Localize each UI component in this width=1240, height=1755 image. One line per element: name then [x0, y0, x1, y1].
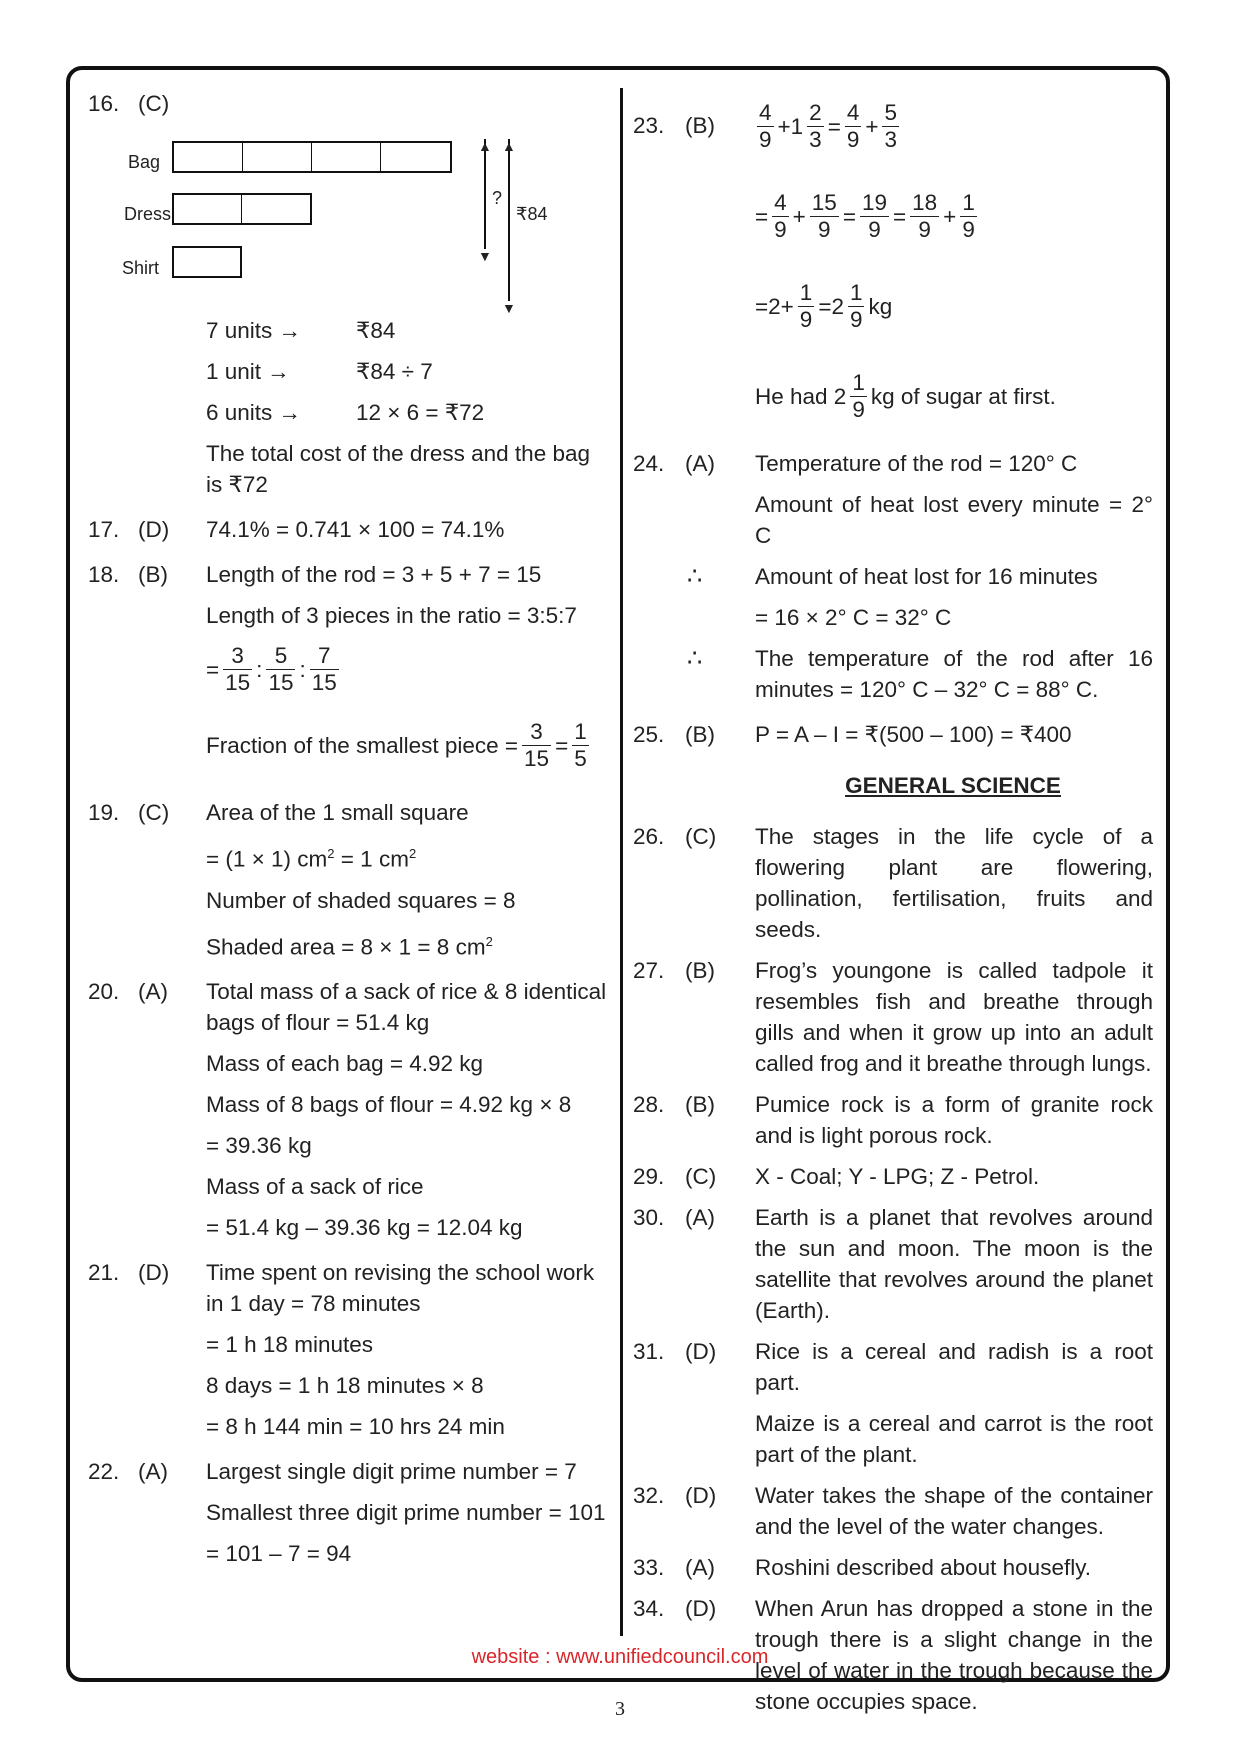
arrow-down-icon: ▼	[478, 248, 492, 264]
answer-17: 17. (D) 74.1% = 0.741 × 100 = 74.1%	[88, 514, 608, 545]
dress-label: Dress	[124, 204, 172, 224]
answer-32: 32. (D) Water takes the shape of the container and the level of the water changes.	[633, 1483, 1153, 1539]
total-label: ₹84	[516, 204, 548, 224]
bag-bar	[172, 141, 452, 173]
answer-text: The total cost of the dress and the bag is ₹72	[206, 441, 590, 497]
column-divider	[620, 88, 623, 1636]
answer-18: 18. (B) Length of the rod = 3 + 5 + 7 = 15 Length of 3 pieces in the ratio = 3:5:7 = $\frac{3}{15}$ : $\frac{5}{15}$ : $\frac{7}{15}$ Fraction of the smallest piece = $\frac{3}{15}$ = $\frac{1}{5}$	[88, 559, 608, 783]
shirt-bar	[172, 246, 242, 278]
answer-27: 27. (B) Frog’s youngone is called tadpole it resembles fish and breathe through gills and when it grow up into an adult called frog and it breathe through lungs.	[633, 958, 1153, 1076]
answer-24: 24. (A) Temperature of the rod = 120° C Amount of heat lost every minute = 2° C ∴ Amount of heat lost for 16 minutes = 16 × 2° C = 32° C ∴ The temperature of the rod after 16 minutes = 120° C – 32° C = 88° C.	[633, 451, 1153, 702]
answer-28: 28. (B) Pumice rock is a form of granite rock and is light porous rock.	[633, 1092, 1153, 1148]
unit-row: 1 unit → ₹84 ÷ 7	[206, 359, 433, 384]
question-number: 16.	[88, 91, 120, 116]
right-column	[633, 88, 1153, 1717]
arrow-down-icon: ▼	[502, 300, 516, 316]
ratio-fraction: = $\frac{3}{15}$ : $\frac{5}{15}$ : $\frac{7}{15}$	[206, 642, 337, 695]
total-arrow	[508, 139, 510, 301]
equation-line: $\frac{4}{9}$ +1 $\frac{2}{3}$ = $\frac{4}{9}$ + $\frac{5}{3}$	[759, 99, 897, 152]
answer-option: (C)	[138, 91, 170, 116]
unit-row: 7 units → ₹84	[206, 318, 396, 343]
unknown-label: ?	[492, 188, 503, 208]
bag-label: Bag	[128, 152, 161, 172]
answer-26: 26. (C) The stages in the life cycle of a flowering plant are flowering, pollination, fertilisation, fruits and seeds.	[633, 824, 1153, 942]
arrow-up-icon: ▲	[502, 138, 516, 154]
unit-row: 6 units → 12 × 6 = ₹72	[206, 400, 485, 425]
answer-16	[88, 88, 608, 500]
equation-line: = $\frac{4}{9}$ + $\frac{15}{9}$ = $\frac{19}{9}$ = $\frac{18}{9}$ + $\frac{1}{9}$	[755, 189, 975, 242]
arrow-up-icon: ▲	[478, 138, 492, 154]
answer-19: 19. (C) Area of the 1 small square = (1 × 1) $cm^2 = 1$ $cm^2$ Number of shaded squares = 8 Shaded area = 8 × 1 = 8 $cm^2$	[88, 800, 516, 959]
bar-model-diagram	[108, 119, 608, 315]
therefore-icon: ∴	[687, 563, 703, 590]
answer-21: 21. (D) Time spent on revising the school work in 1 day = 78 minutes = 1 h 18 minutes 8 days = 1 h 18 minutes × 8 = 8 h 144 min = 10 hrs 24 min	[88, 1260, 595, 1439]
conclusion-line: He had 2 $\frac{1}{9}$ kg of sugar at first.	[755, 369, 1056, 422]
answer-22: 22. (A) Largest single digit prime number = 7 Smallest three digit prime number = 101 = 101 – 7 = 94	[88, 1459, 606, 1566]
shirt-label: Shirt	[122, 258, 160, 278]
dress-bar	[172, 193, 312, 225]
answer-29: 29. (C) X - Coal; Y - LPG; Z - Petrol.	[633, 1164, 1040, 1189]
equation-line: =2+ $\frac{1}{9}$ =2 $\frac{1}{9}$ kg	[755, 279, 893, 332]
page-number: 3	[615, 1698, 625, 1720]
answer-body	[206, 315, 608, 500]
answer-30: 30. (A) Earth is a planet that revolves around the sun and moon. The moon is the satellite that revolves around the planet (Earth).	[633, 1205, 1153, 1323]
answer-text: 74.1% = 0.741 × 100 = 74.1%	[206, 517, 505, 542]
answer-31: 31. (D) Rice is a cereal and radish is a root part. Maize is a cereal and carrot is the root part of the plant.	[633, 1339, 1153, 1467]
smallest-fraction: Fraction of the smallest piece = $\frac{3}{15}$ = $\frac{1}{5}$	[206, 718, 587, 771]
therefore-icon: ∴	[687, 645, 703, 672]
answer-23: 23. (B) $\frac{4}{9}$ +1 $\frac{2}{3}$ = $\frac{4}{9}$ + $\frac{5}{3}$ = $\frac{4}{9}$ + $\frac{15}{9}$ = $\frac{19}{9}$ = $\frac{18}{9}$ + $\frac{1}{9}$ =2+ $\frac{1}{9}$ =2 $\frac{1}{9}$ kg He had 2 $\frac{1}{9}$ kg of sugar at first.	[633, 88, 1153, 434]
answer-33: 33. (A) Roshini described about housefly.	[633, 1555, 1092, 1580]
left-column	[88, 88, 608, 1569]
answer-25: 25. (B) P = A – I = ₹(500 – 100) = ₹400	[633, 722, 1072, 747]
answer-34: 34. (D) When Arun has dropped a stone in the trough there is a slight change in the level of water in the trough because the stone occupies space.	[633, 1596, 1153, 1714]
website-footer[interactable]: website : www.unifiedcouncil.com	[471, 1646, 769, 1668]
answer-20: 20. (A) Total mass of a sack of rice & 8 identical bags of flour = 51.4 kg Mass of each bag = 4.92 kg Mass of 8 bags of flour = 4.92 kg × 8 = 39.36 kg Mass of a sack of rice = 51.4 kg – 39.36 kg = 12.04 kg	[88, 979, 607, 1240]
section-heading: GENERAL SCIENCE	[845, 773, 1061, 798]
